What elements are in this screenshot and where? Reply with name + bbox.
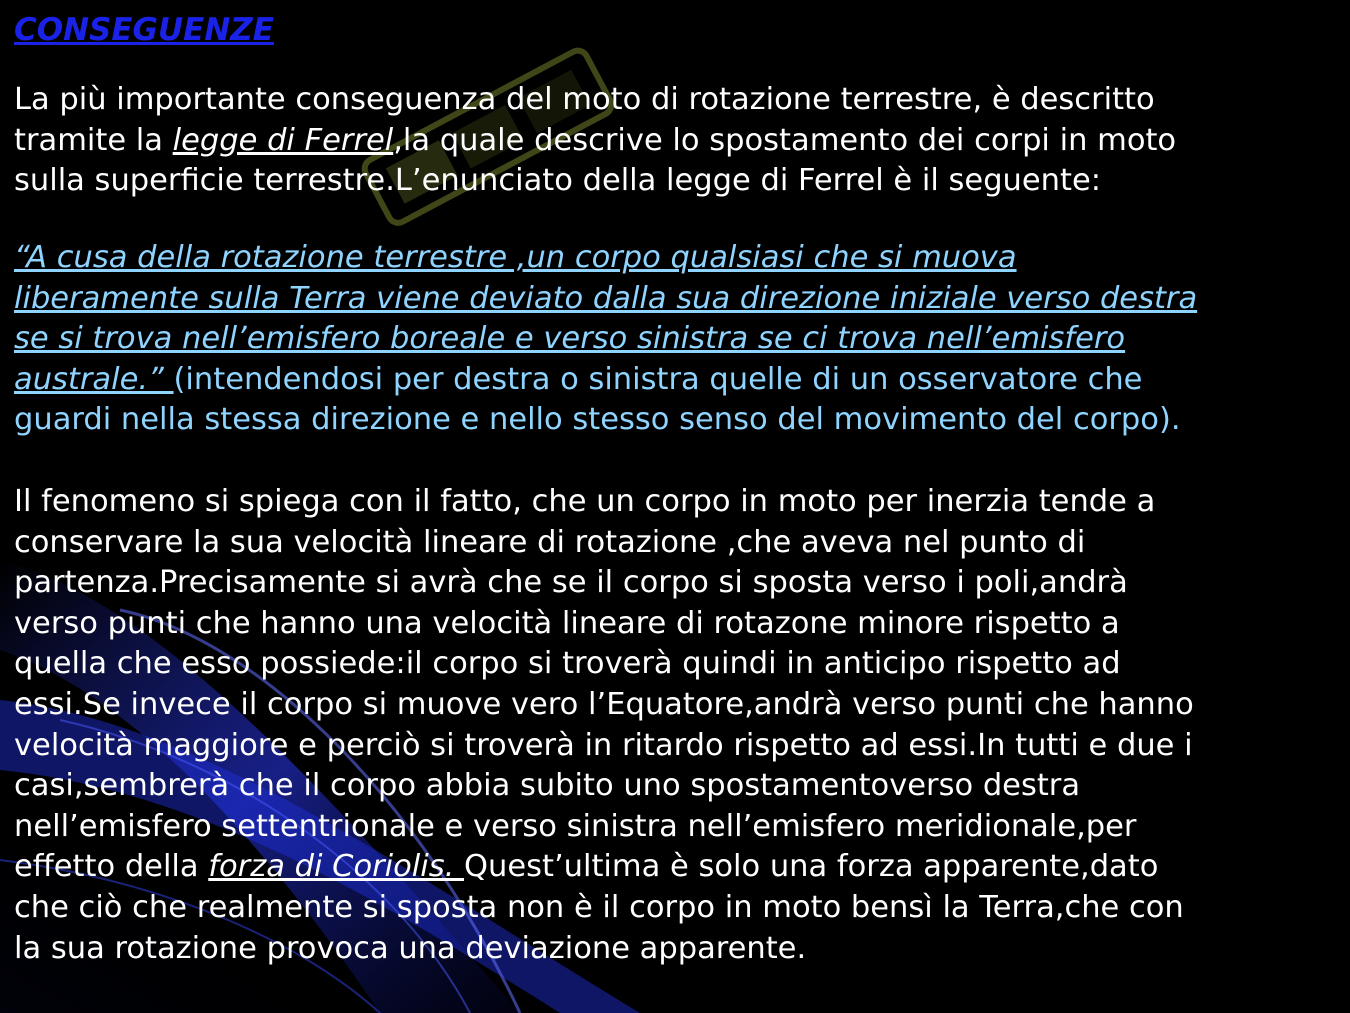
text-line: (intendendosi per destra o sinistra quelle di un osservatore che [173,361,1143,397]
text-line: tramite la [14,122,173,158]
text-line: La più importante conseguenza del moto di rotazione terrestre, è descritto [14,82,1155,117]
ferrel-law-link[interactable]: legge di Ferrel [172,122,394,158]
coriolis-force-link[interactable]: forza di Coriolis. [208,849,465,885]
text-line: verso punti che hanno una velocità lineare di rotazone minore rispetto a [14,605,1120,641]
quote-link-line[interactable]: “A cusa della rotazione terrestre ,un corpo qualsiasi che si muova [14,240,1017,275]
quote-link-line[interactable]: se si trova nell’emisfero boreale e verso sinistra se ci trova nell’emisfero [14,321,1126,357]
quote-link-line[interactable]: liberamente sulla Terra viene deviato dalla sua direzione iniziale verso destra [14,280,1198,316]
text-line: nell’emisfero settentrionale e verso sinistra nell’emisfero meridionale,per [14,808,1137,844]
text-line: effetto della [14,849,209,885]
text-line: partenza.Precisamente si avrà che se il corpo si sposta verso i poli,andrà [14,565,1128,601]
text-line: Quest’ultima è solo una forza apparente,dato [464,849,1159,885]
text-line: ,la quale descrive lo spostamento dei corpi in moto [393,122,1177,158]
text-line: sulla superficie terrestre.L’enunciato della legge di Ferrel è il seguente: [14,163,1101,199]
paragraph-explanation [14,482,1194,969]
text-line: che ciò che realmente si sposta non è il corpo in moto bensì la Terra,che con [14,889,1184,925]
text-line: casi,sembrerà che il corpo abbia subito uno spostamentoverso destra [14,768,1081,804]
text-line: conservare la sua velocità lineare di rotazione ,che aveva nel punto di [14,524,1086,560]
text-line: la sua rotazione provoca una deviazione apparente. [14,930,807,966]
slide-title: CONSEGUENZE [14,12,274,48]
paragraph-intro [14,80,1176,202]
text-line: quella che esso possiede:il corpo si troverà quindi in anticipo rispetto ad [14,646,1121,682]
quote-link-line[interactable]: australe.” [14,361,174,397]
text-line: guardi nella stessa direzione e nello stesso senso del movimento del corpo). [14,402,1181,438]
paragraph-ferrel-quote [14,238,1197,441]
text-line: Il fenomeno si spiega con il fatto, che un corpo in moto per inerzia tende a [14,484,1156,519]
text-line: velocità maggiore e perciò si troverà in ritardo rispetto ad essi.In tutti e due i [14,727,1193,763]
text-line: essi.Se invece il corpo si muove vero l’Equatore,andrà verso punti che hanno [14,686,1194,722]
